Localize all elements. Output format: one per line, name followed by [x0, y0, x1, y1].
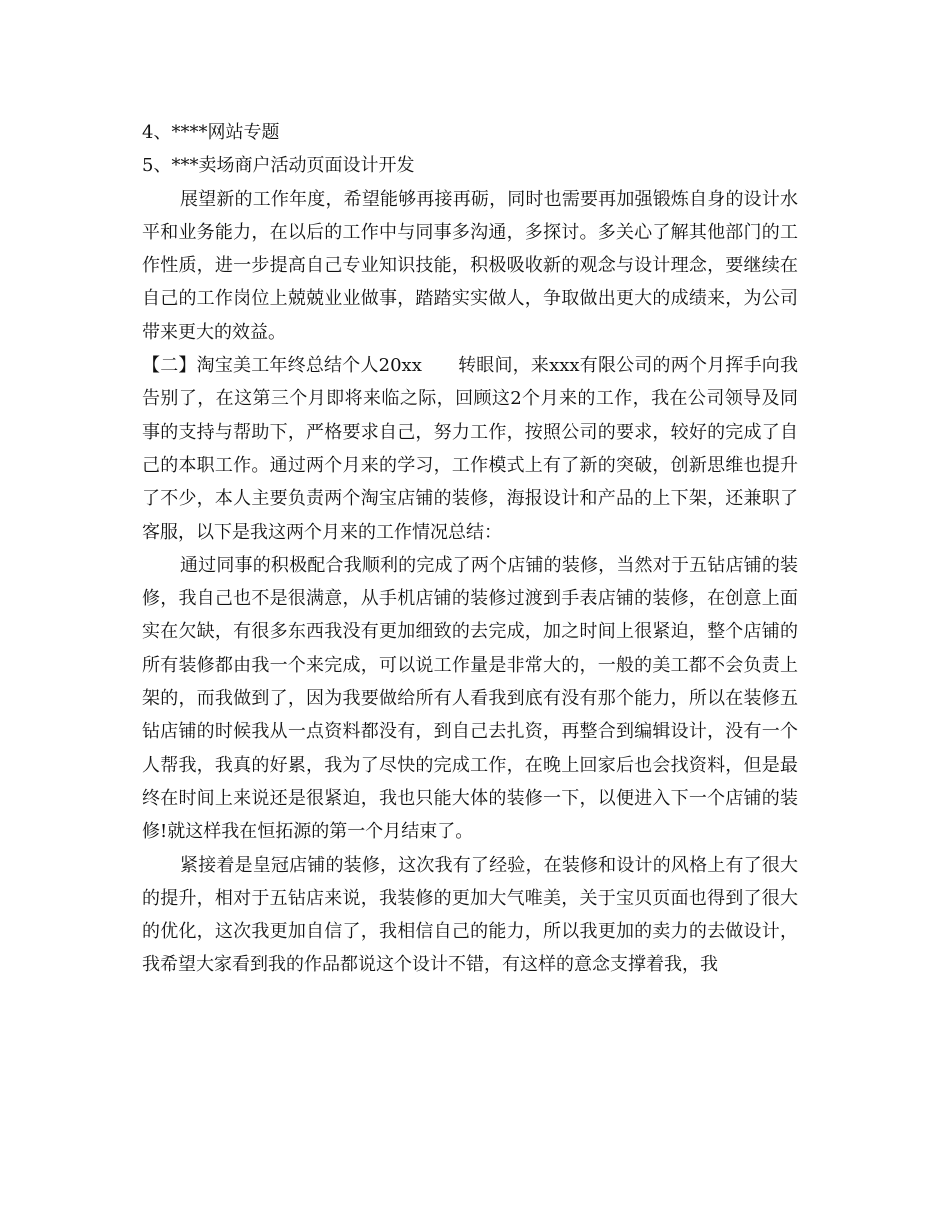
paragraph: 通过同事的积极配合我顺利的完成了两个店铺的装修，当然对于五钻店铺的装修，我自己也不是很满意，从手机店铺的装修过渡到手表店铺的装修，在创意上面实在欠缺，有很多东西我没有更加细致的去完成，加之时间上很紧迫，整个店铺的所有装修都由我一个来完成，可以说工作量是非常大的，一般的美工都不会负责上架的，而我做到了，因为我要做给所有人看我到底有没有那个能力，所以在装修五钻店铺的时候我从一点资料都没有，到自己去扎资，再整合到编辑设计，没有一个人帮我，我真的好累，我为了尽快的完成工作，在晚上回家后也会找资料，但是最终在时间上来说还是很紧迫，我也只能大体的装修一下，以便进入下一个店铺的装修!就这样我在恒拓源的第一个月结束了。 — [142, 554, 798, 843]
document-body — [142, 116, 798, 982]
list-item: 5、***卖场商户活动页面设计开发 — [142, 155, 415, 177]
list-item: 4、****网站专题 — [142, 122, 280, 143]
section-title: 【二】淘宝美工年终总结个人20xx — [142, 355, 422, 377]
section-intro: 转眼间，来xxx有限公司的两个月挥手向我告别了，在这第三个月即将来临之际，回顾这2个月来的工作，我在公司领导及同事的支持与帮助下，严格要求自己，努力工作，按照公司的要求，较好的完成了自己的本职工作。通过两个月来的学习，工作模式上有了新的突破，创新思维也提升了不少，本人主要负责两个淘宝店铺的装修，海报设计和产品的上下架，还兼职了客服，以下是我这两个月来的工作情况总结： — [142, 355, 798, 543]
paragraph: 展望新的工作年度，希望能够再接再砺，同时也需要再加强锻炼自身的设计水平和业务能力，在以后的工作中与同事多沟通，多探讨。多关心了解其他部门的工作性质，进一步提高自己专业知识技能，积极吸收新的观念与设计理念，要继续在自己的工作岗位上兢兢业业做事，踏踏实实做人，争取做出更大的成绩来，为公司带来更大的效益。 — [142, 188, 798, 343]
paragraph: 紧接着是皇冠店铺的装修，这次我有了经验，在装修和设计的风格上有了很大的提升，相对于五钻店来说，我装修的更加大气唯美，关于宝贝页面也得到了很大的优化，这次我更加自信了，我相信自己的能力，所以我更加的卖力的去做设计，我希望大家看到我的作品都说这个设计不错，有这样的意念支撑着我，我 — [142, 854, 798, 976]
section-paragraph — [142, 349, 798, 549]
